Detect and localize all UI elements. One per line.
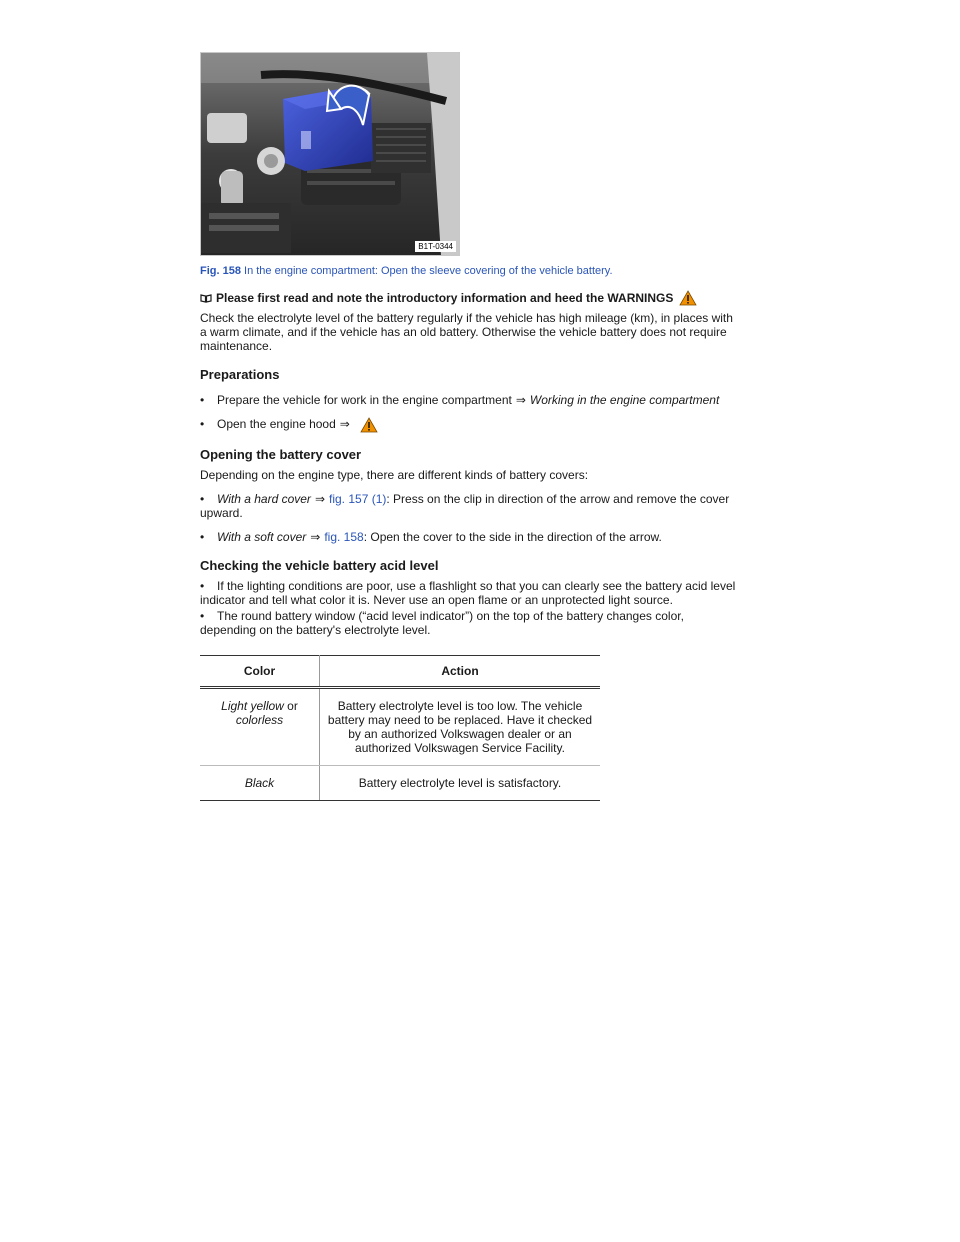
bullet-glyph: • xyxy=(200,579,205,593)
hard-cover-item xyxy=(200,492,740,520)
preparations-heading: Preparations xyxy=(200,367,280,382)
manual-page xyxy=(200,52,740,801)
preparations-item-1 xyxy=(200,393,740,407)
fig-157-link[interactable]: fig. 157 (1) xyxy=(329,492,387,506)
maintenance-paragraph: Check the electrolyte level of the battery regularly if the vehicle has high mileage (km), in places with a warm climate, and if the vehicle has an old battery. Otherwise the vehicle battery does not require maintenance. xyxy=(200,311,733,353)
figure-caption-label: Fig. 158 xyxy=(200,265,241,277)
color-column-header: Color xyxy=(200,656,320,688)
preparations-item-2 xyxy=(200,417,740,433)
acid-item-1-text: If the lighting conditions are poor, use a flashlight so that you can clearly see the battery acid level indicator and tell what color it is. Never use an open flame or an unprotected light source. xyxy=(200,579,736,607)
soft-cover-text: : Open the cover to the side in the direction of the arrow. xyxy=(363,530,662,544)
hard-cover-text: : Press on the clip in direction of the arrow and remove the cover upward. xyxy=(200,492,730,520)
color-cell xyxy=(200,688,320,766)
bullet-glyph: • xyxy=(200,530,205,544)
figure-caption xyxy=(200,264,740,278)
engine-compartment-illustration xyxy=(201,53,459,255)
intro-text: Please first read and note the introductory information and heed the WARNINGS xyxy=(216,291,674,305)
ref-arrow: ⇒ xyxy=(310,530,321,544)
action-column-header: Action xyxy=(320,656,601,688)
color-value: Light yellow xyxy=(221,699,284,713)
battery-cover-heading: Opening the battery cover xyxy=(200,447,362,462)
bullet-glyph: • xyxy=(200,393,205,407)
engine-compartment-ref[interactable]: Working in the engine compartment xyxy=(529,393,720,407)
fig-158-link[interactable]: fig. 158 xyxy=(324,530,364,544)
book-icon xyxy=(200,293,212,303)
action-cell: Battery electrolyte level is satisfactory. xyxy=(320,766,601,801)
preparations-item-1-text: Prepare the vehicle for work in the engine compartment xyxy=(217,393,512,407)
figure-code: B1T-0344 xyxy=(415,241,456,252)
color-value: Black xyxy=(244,776,275,790)
ref-arrow: ⇒ xyxy=(515,393,526,407)
ref-arrow: ⇒ xyxy=(314,492,325,506)
table-header-row xyxy=(200,656,600,688)
warning-icon[interactable] xyxy=(360,417,378,433)
ref-arrow: ⇒ xyxy=(339,417,350,432)
color-cell xyxy=(200,766,320,801)
soft-cover-label: With a soft cover xyxy=(217,530,307,544)
acid-level-heading: Checking the vehicle battery acid level xyxy=(200,558,439,573)
bullet-glyph: • xyxy=(200,417,205,431)
bullet-glyph: • xyxy=(200,609,205,623)
table-row xyxy=(200,766,600,801)
engine-compartment-figure xyxy=(200,52,460,256)
color-value-2: colorless xyxy=(235,713,284,727)
battery-cover-intro: Depending on the engine type, there are different kinds of battery covers: xyxy=(200,468,589,482)
warning-icon[interactable] xyxy=(679,290,697,306)
color-or: or xyxy=(283,699,298,713)
bullet-glyph: • xyxy=(200,492,205,506)
figure-caption-text: In the engine compartment: Open the sleeve covering of the vehicle battery. xyxy=(240,265,613,277)
hard-cover-label: With a hard cover xyxy=(217,492,311,506)
preparations-item-2-text: Open the engine hood xyxy=(217,417,336,432)
intro-note xyxy=(200,290,740,306)
acid-item-2-text: The round battery window (“acid level indicator”) on the top of the battery changes color, depending on the battery's electrolyte level. xyxy=(200,609,684,637)
acid-item-1 xyxy=(200,579,740,607)
table-row xyxy=(200,688,600,766)
acid-level-table xyxy=(200,655,600,801)
acid-item-2 xyxy=(200,609,740,637)
soft-cover-item xyxy=(200,530,740,544)
action-cell: Battery electrolyte level is too low. The vehicle battery may need to be replaced. Have it checked by an authorized Volkswagen dealer or an authorized Volkswagen Service Facility. xyxy=(320,688,601,766)
